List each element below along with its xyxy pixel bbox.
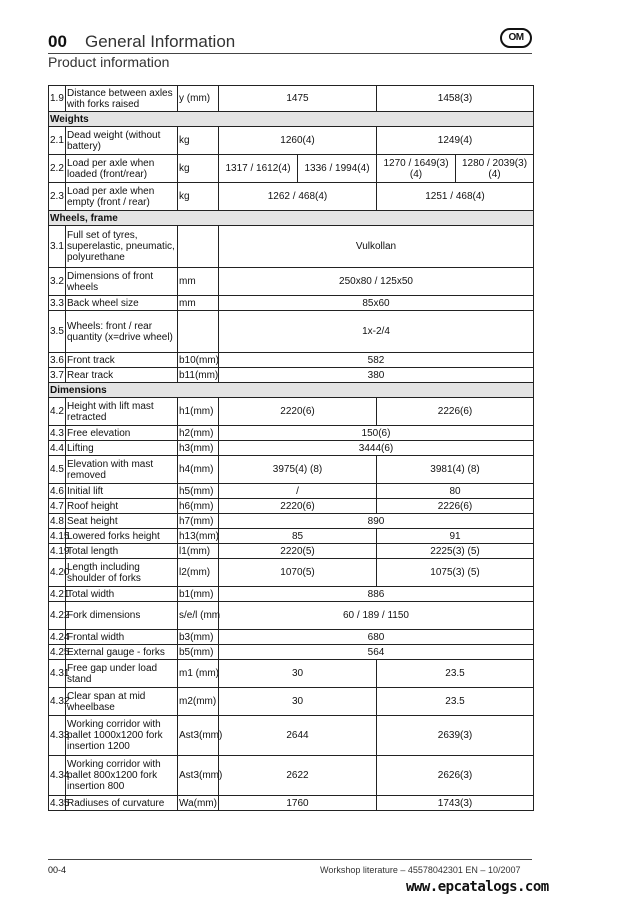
row-value: 2220(5) [219, 544, 377, 559]
row-unit: b3(mm) [178, 630, 219, 645]
row-description: Radiuses of curvature [66, 796, 178, 811]
row-unit: s/e/l (mm [178, 602, 219, 630]
table-row [49, 716, 534, 756]
table-row [49, 311, 534, 353]
section-header-row [49, 112, 534, 127]
row-unit [178, 226, 219, 268]
row-unit: b1(mm) [178, 587, 219, 602]
table-row [49, 587, 534, 602]
table-row [49, 484, 534, 499]
row-value: 3975(4) (8) [219, 456, 377, 484]
row-unit: kg [178, 183, 219, 211]
row-number: 4.15 [50, 530, 70, 542]
row-description: Free gap under load stand [66, 660, 178, 688]
row-unit: b10(mm) [179, 354, 220, 366]
table-row [49, 127, 534, 155]
row-number: 4.25 [50, 646, 70, 658]
row-value: 250x80 / 125x50 [219, 268, 534, 296]
row-value: 2226(6) [377, 398, 534, 426]
row-unit: h2(mm) [178, 426, 219, 441]
row-number: 4.24 [50, 631, 70, 643]
table-row [49, 183, 534, 211]
row-number: 2.1 [49, 127, 66, 155]
om-logo: OM [500, 28, 532, 48]
row-value: 30 [219, 688, 377, 716]
row-number: 4.20 [49, 559, 66, 587]
row-number: 4.2 [49, 398, 66, 426]
row-value: 3444(6) [219, 441, 534, 456]
row-number: 1.9 [49, 86, 66, 112]
row-value: 1280 / 2039(3) (4) [456, 155, 534, 183]
row-value: 890 [219, 514, 534, 529]
table-row [49, 756, 534, 796]
row-unit: h5(mm) [178, 484, 219, 499]
row-value: 1317 / 1612(4) [219, 155, 298, 183]
row-description: External gauge - forks [66, 645, 178, 660]
row-value: 2626(3) [377, 756, 534, 796]
table-row [49, 456, 534, 484]
row-number: 2.2 [49, 155, 66, 183]
row-unit: mm [178, 268, 219, 296]
table-row [49, 529, 534, 544]
row-description: Total length [66, 544, 178, 559]
row-value: 1336 / 1994(4) [298, 155, 377, 183]
row-number: 4.31 [49, 660, 66, 688]
table-row [49, 441, 534, 456]
row-value: 23.5 [377, 660, 534, 688]
row-value: 1070(5) [219, 559, 377, 587]
row-description: Fork dimensions [66, 602, 178, 630]
row-number: 4.7 [50, 500, 64, 512]
row-unit: h1(mm) [178, 398, 219, 426]
row-number: 4.34 [49, 756, 66, 796]
row-value: 1270 / 1649(3) (4) [377, 155, 456, 183]
row-unit: h6(mm) [178, 499, 219, 514]
row-unit: Ast3(mm) [178, 756, 219, 796]
row-unit: h13(mm) [179, 530, 220, 542]
section-title: Wheels, frame [49, 211, 534, 226]
row-number: 4.33 [49, 716, 66, 756]
row-description: Free elevation [66, 426, 178, 441]
row-unit: y (mm) [178, 86, 219, 112]
row-number: 3.6 [50, 354, 64, 366]
table-row [49, 514, 534, 529]
row-value: 1249(4) [377, 127, 534, 155]
row-value: 85x60 [219, 296, 534, 311]
row-description: Working corridor with pallet 800x1200 fork insertion 800 [66, 756, 178, 796]
row-value: 2639(3) [377, 716, 534, 756]
row-value: 380 [219, 368, 534, 383]
row-value: 2220(6) [219, 499, 377, 514]
row-value: 2226(6) [377, 499, 534, 514]
row-description: Dead weight (without battery) [66, 127, 178, 155]
row-number: 2.3 [49, 183, 66, 211]
row-description: Height with lift mast retracted [66, 398, 178, 426]
table-row [49, 398, 534, 426]
row-value: 2644 [219, 716, 377, 756]
table-row [49, 602, 534, 630]
row-value: Vulkollan [219, 226, 534, 268]
row-number: 3.7 [50, 369, 64, 381]
table-row [49, 268, 534, 296]
row-number: 4.3 [50, 427, 64, 439]
chapter-number: 00 [48, 32, 67, 51]
row-description: Front track [66, 353, 178, 368]
row-description: Load per axle when empty (front / rear) [66, 183, 178, 211]
row-unit: b5(mm) [178, 645, 219, 660]
row-description: Initial lift [66, 484, 178, 499]
watermark-url: www.epcatalogs.com [406, 879, 549, 895]
row-description: Wheels: front / rear quantity (x=drive wheel) [66, 311, 178, 353]
row-unit [178, 311, 219, 353]
row-number: 4.19 [50, 545, 70, 557]
row-description: Working corridor with pallet 1000x1200 fork insertion 1200 [66, 716, 178, 756]
row-description: Roof height [66, 499, 178, 514]
page-number: 00-4 [48, 865, 67, 875]
row-description: Total width [66, 587, 178, 602]
table-row [49, 353, 534, 368]
row-number: 3.1 [49, 226, 66, 268]
row-value: 150(6) [219, 426, 534, 441]
table-row [49, 645, 534, 660]
row-unit: Wa(mm) [179, 797, 217, 809]
section-header-row [49, 383, 534, 398]
row-value: 91 [377, 529, 534, 544]
row-value: 23.5 [377, 688, 534, 716]
row-value: / [219, 484, 377, 499]
row-unit: Ast3(mm) [178, 716, 219, 756]
row-value: 582 [219, 353, 534, 368]
table-row [49, 688, 534, 716]
row-unit: h3(mm) [178, 441, 219, 456]
table-row [49, 544, 534, 559]
row-description: Back wheel size [66, 296, 178, 311]
row-value: 564 [219, 645, 534, 660]
row-description: Lowered forks height [66, 529, 178, 544]
row-description: Dimensions of front wheels [66, 268, 178, 296]
table-row [49, 499, 534, 514]
row-value: 2622 [219, 756, 377, 796]
row-number: 4.8 [50, 515, 64, 527]
row-unit: m1 (mm) [178, 660, 219, 688]
row-description: Frontal width [66, 630, 178, 645]
row-number: 4.5 [49, 456, 66, 484]
row-number: 4.6 [50, 485, 64, 497]
row-number: 3.2 [49, 268, 66, 296]
row-number: 4.4 [50, 442, 64, 454]
row-value: 1075(3) (5) [377, 559, 534, 587]
row-unit: l1(mm) [178, 544, 219, 559]
row-value: 2220(6) [219, 398, 377, 426]
row-value: 3981(4) (8) [377, 456, 534, 484]
row-number: 4.22 [49, 602, 66, 630]
row-value: 1475 [219, 86, 377, 112]
table-row [49, 86, 534, 112]
section-title: Dimensions [49, 383, 534, 398]
row-value: 85 [219, 529, 377, 544]
row-value: 1262 / 468(4) [219, 183, 377, 211]
section-title: Weights [49, 112, 534, 127]
row-unit: mm [178, 296, 219, 311]
row-unit: h7(mm) [178, 514, 219, 529]
row-unit: h4(mm) [178, 456, 219, 484]
row-unit: l2(mm) [178, 559, 219, 587]
row-description: Load per axle when loaded (front/rear) [66, 155, 178, 183]
row-number: 4.35 [50, 797, 70, 809]
row-value: 886 [219, 587, 534, 602]
page-subtitle: Product information [48, 54, 170, 70]
row-value: 2225(3) (5) [377, 544, 534, 559]
row-description: Clear span at mid wheelbase [66, 688, 178, 716]
row-description: Lifting [66, 441, 178, 456]
table-row [49, 559, 534, 587]
row-number: 4.21 [50, 588, 70, 600]
footer-divider [48, 859, 532, 860]
section-header-row [49, 211, 534, 226]
row-description: Elevation with mast removed [66, 456, 178, 484]
row-value: 80 [377, 484, 534, 499]
table-row [49, 426, 534, 441]
row-value: 1260(4) [219, 127, 377, 155]
row-number: 3.5 [49, 311, 66, 353]
table-row [49, 368, 534, 383]
row-description: Rear track [66, 368, 178, 383]
row-value: 60 / 189 / 1150 [219, 602, 534, 630]
row-unit: kg [178, 127, 219, 155]
document-reference: Workshop literature – 45578042301 EN – 10/2007 [320, 865, 521, 875]
chapter-title: General Information [85, 32, 236, 51]
row-description: Length including shoulder of forks [66, 559, 178, 587]
row-unit: b11(mm) [179, 369, 219, 381]
row-description: Full set of tyres, superelastic, pneumatic, polyurethane [66, 226, 178, 268]
table-row [49, 630, 534, 645]
row-value: 1x-2/4 [219, 311, 534, 353]
row-unit: m2(mm) [178, 688, 219, 716]
product-spec-table [48, 85, 534, 811]
table-row [49, 796, 534, 811]
row-value: 1458(3) [377, 86, 534, 112]
row-value: 1760 [219, 796, 377, 811]
row-value: 680 [219, 630, 534, 645]
table-row [49, 660, 534, 688]
table-row [49, 296, 534, 311]
row-number: 3.3 [50, 297, 64, 309]
row-unit: kg [178, 155, 219, 183]
row-value: 30 [219, 660, 377, 688]
row-value: 1251 / 468(4) [377, 183, 534, 211]
row-value: 1743(3) [377, 796, 534, 811]
row-number: 4.32 [49, 688, 66, 716]
row-description: Seat height [66, 514, 178, 529]
row-description: Distance between axles with forks raised [66, 86, 178, 112]
table-row [49, 226, 534, 268]
table-row [49, 155, 534, 183]
